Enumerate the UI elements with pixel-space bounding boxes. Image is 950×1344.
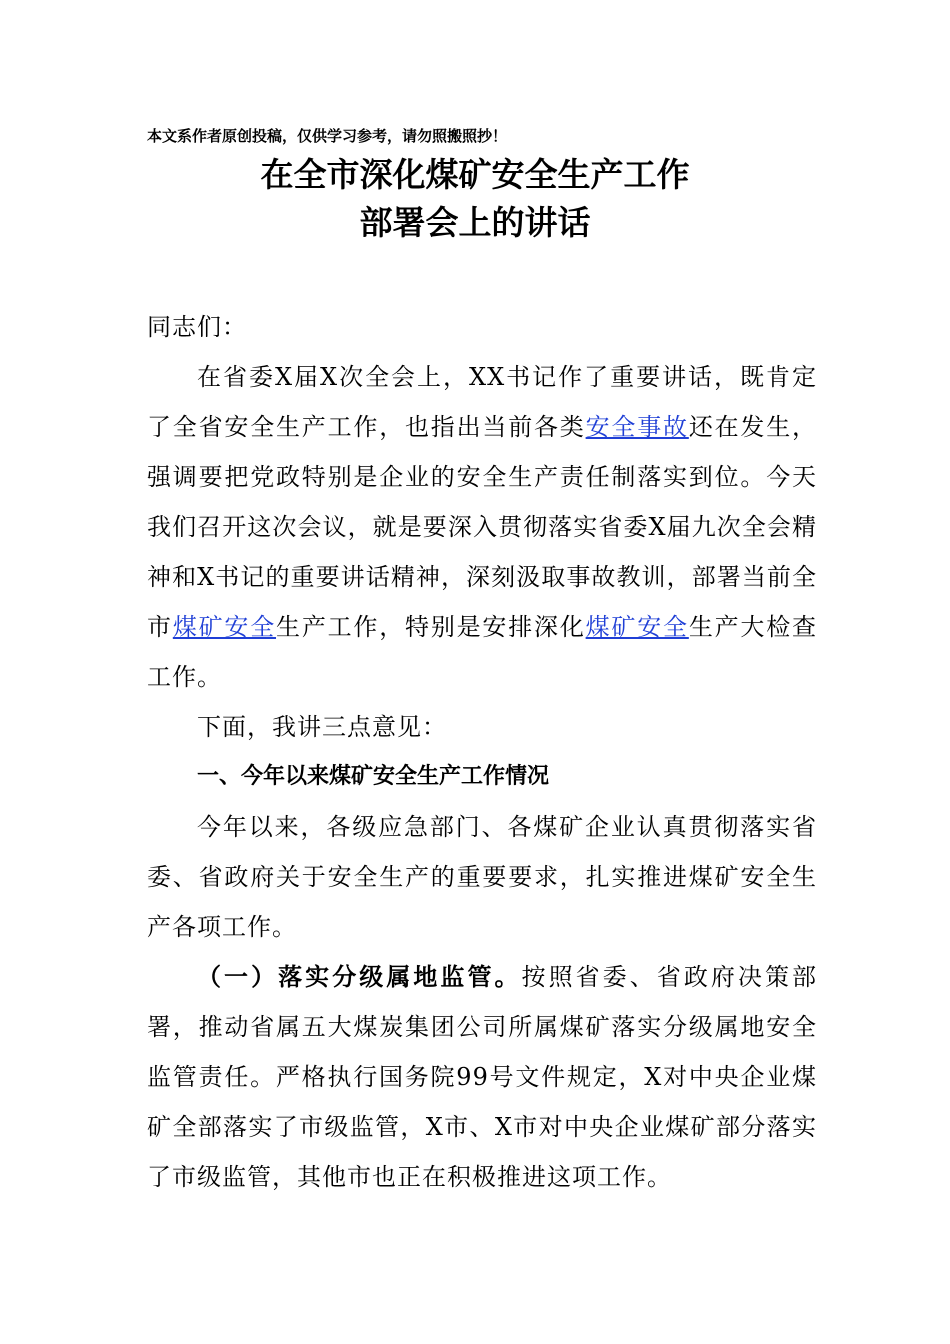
paragraph-1-text-a: 在省委X届X次全会上，XX书记作了重要讲话，既肯定了全省安全生产工作，也指出当前各类 [147, 363, 817, 441]
paragraph-1 [147, 352, 817, 702]
document-title-line-2: 部署会上的讲话 [359, 203, 591, 242]
link-coal-mine-safety-2[interactable]: 煤矿安全 [585, 613, 689, 641]
document-body [147, 302, 817, 1202]
paragraph-3: 今年以来，各级应急部门、各煤矿企业认真贯彻落实省委、省政府关于安全生产的重要要求，扎实推进煤矿安全生产各项工作。 [147, 813, 817, 941]
paragraph-1-text-b: 还在发生，强调要把党政特别是企业的安全生产责任制落实到位。今天我们召开这次会议，就是要深入贯彻落实省委X届九次全会精神和X书记的重要讲话精神，深刻汲取事故教训，部署当前全市 [147, 413, 818, 641]
paragraph-4-text: 按照省委、省政府决策部署，推动省属五大煤炭集团公司所属煤矿落实分级属地安全监管责任。严格执行国务院99号文件规定，X对中央企业煤矿全部落实了市级监管，X市、X市对中央企业煤矿部分落实了市级监管，其他市也正在积极推进这项工作。 [147, 963, 818, 1191]
paragraph-1-text-c: 生产工作，特别是安排深化 [276, 613, 586, 641]
paragraph-2: 下面，我讲三点意见： [197, 713, 447, 741]
sub-heading-1: （一）落实分级属地监管。 [197, 962, 522, 991]
document-title-line-1: 在全市深化煤矿安全生产工作 [260, 155, 690, 194]
link-safety-accident[interactable]: 安全事故 [585, 413, 689, 441]
copyright-notice: 本文系作者原创投稿，仅供学习参考，请勿照搬照抄！ [147, 127, 508, 145]
paragraph-4 [147, 952, 817, 1202]
link-coal-mine-safety-1[interactable]: 煤矿安全 [172, 613, 277, 641]
salutation: 同志们： [147, 313, 247, 341]
paragraph-1-text-d: 生产大检查工作。 [147, 613, 818, 691]
section-heading-1: 一、今年以来煤矿安全生产工作情况 [197, 764, 550, 789]
